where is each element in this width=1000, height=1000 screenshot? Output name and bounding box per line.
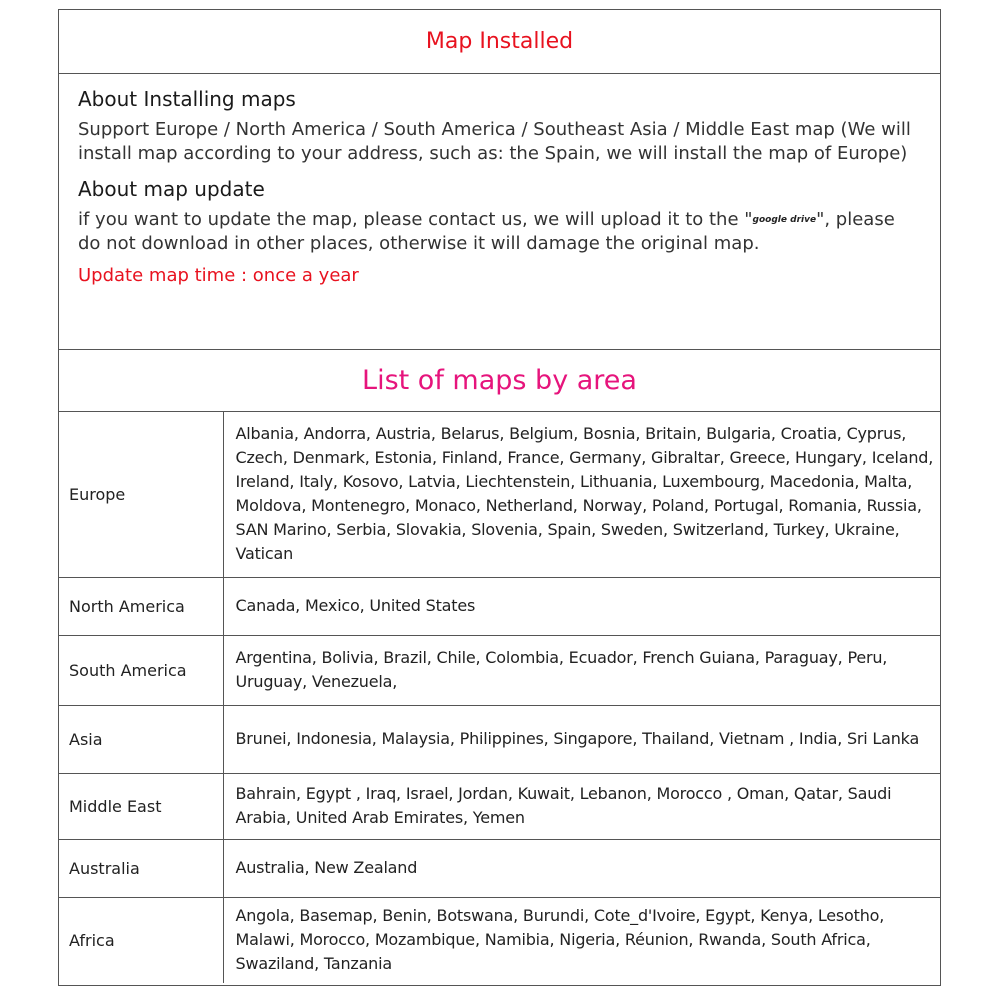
about-update-text [78, 208, 920, 256]
table-row [59, 635, 940, 705]
region-name: Asia [59, 705, 223, 773]
region-countries: Argentina, Bolivia, Brazil, Chile, Colombia, Ecuador, French Guiana, Paraguay, Peru, Uruguay, Venezuela, [223, 635, 940, 705]
about-update-text-before: if you want to update the map, please contact us, we will upload it to the " [78, 209, 753, 230]
region-name: Australia [59, 839, 223, 897]
map-info-sheet [58, 9, 941, 986]
region-countries: Canada, Mexico, United States [223, 577, 940, 635]
page-title: Map Installed [425, 29, 574, 54]
about-installing-text: Support Europe / North America / South America / Southeast Asia / Middle East map (We will install map according to your address, such as: the Spain, we will install the map of Europe) [78, 119, 911, 164]
header [59, 10, 940, 74]
region-countries: Brunei, Indonesia, Malaysia, Philippines, Singapore, Thailand, Vietnam , India, Sri Lanka [223, 705, 940, 773]
table-row [59, 839, 940, 897]
region-name: Europe [59, 412, 223, 577]
table-row [59, 577, 940, 635]
table-row [59, 705, 940, 773]
google-drive-label: google drive [752, 215, 817, 225]
table-row [59, 897, 940, 983]
about-installing-heading: About Installing maps [78, 87, 296, 111]
about-update-heading: About map update [78, 177, 265, 201]
region-name: Middle East [59, 773, 223, 839]
region-countries: Bahrain, Egypt , Iraq, Israel, Jordan, Kuwait, Lebanon, Morocco , Oman, Qatar, Saudi Arabia, United Arab Emirates, Yemen [223, 773, 940, 839]
regions-table [59, 412, 940, 983]
list-title-row [59, 350, 940, 412]
update-time-note: Update map time : once a year [78, 265, 359, 286]
region-countries: Australia, New Zealand [223, 839, 940, 897]
region-name: South America [59, 635, 223, 705]
region-name: North America [59, 577, 223, 635]
region-name: Africa [59, 897, 223, 983]
region-countries: Angola, Basemap, Benin, Botswana, Burundi, Cote_d'Ivoire, Egypt, Kenya, Lesotho, Malawi, Morocco, Mozambique, Namibia, Nigeria, Réunion, Rwanda, South Africa, Swaziland, Tanzania [223, 897, 940, 983]
about-section [59, 74, 940, 350]
region-countries: Albania, Andorra, Austria, Belarus, Belgium, Bosnia, Britain, Bulgaria, Croatia, Cyprus, Czech, Denmark, Estonia, Finland, France, Germany, Gibraltar, Greece, Hungary, Iceland, Ireland, Italy, Kosovo, Latvia, Liechtenstein, Lithuania, Luxembourg, Macedonia, Malta, Moldova, Montenegro, Monaco, Netherland, Norway, Poland, Portugal, Romania, Russia, SAN Marino, Serbia, Slovakia, Slovenia, Spain, Sweden, Switzerland, Turkey, Ukraine, Vatican [235, 424, 934, 564]
list-title: List of maps by area [362, 365, 637, 396]
table-row [59, 412, 940, 577]
table-row [59, 773, 940, 839]
about-update-text-after: ", please do not download in other places, otherwise it will damage the original map. [78, 209, 895, 254]
